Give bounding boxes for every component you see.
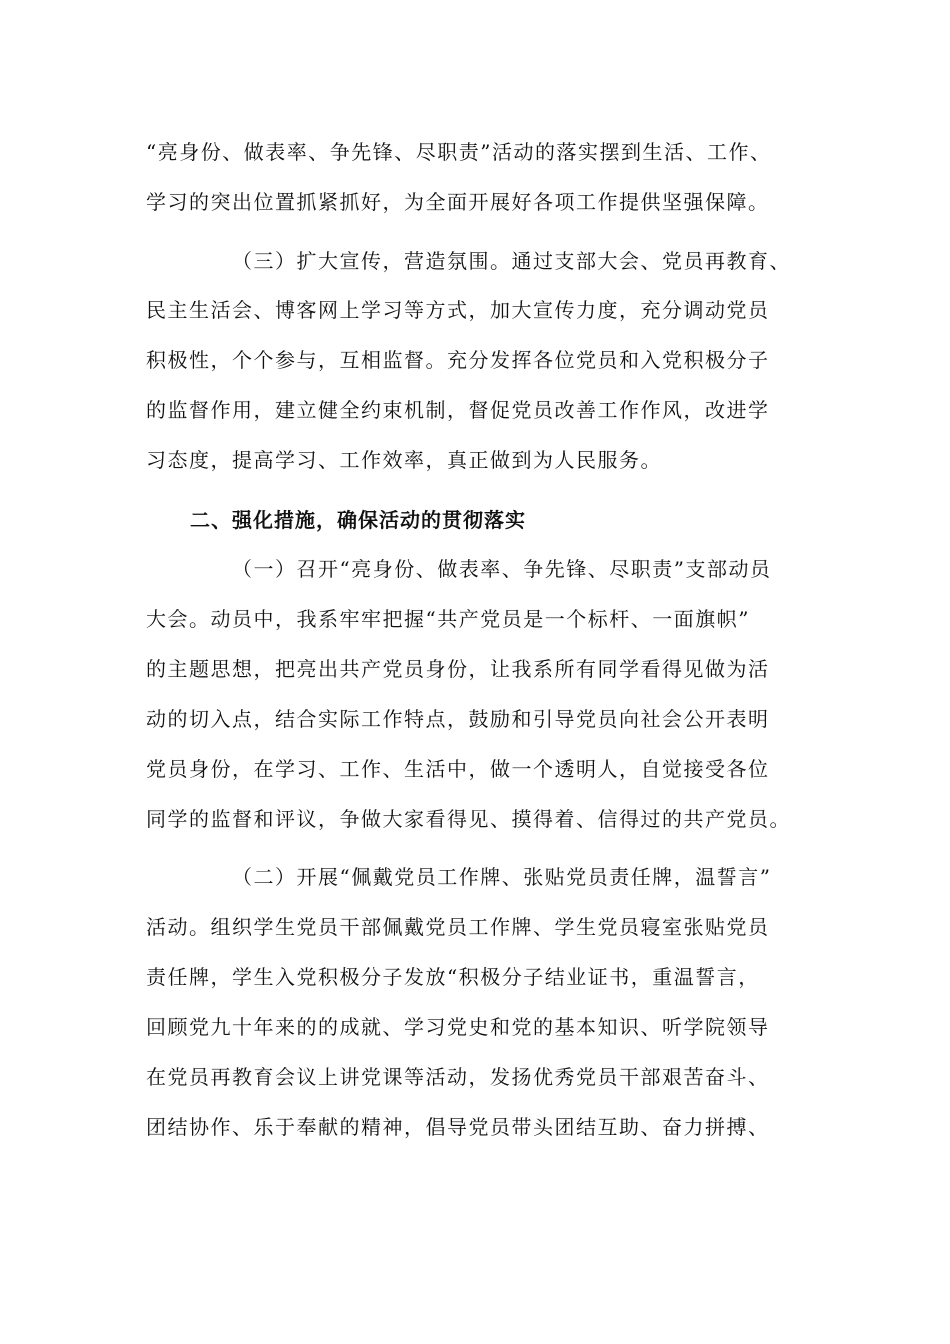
- text-line: （三）扩大宣传，营造氛围。通过支部大会、党员再教育、: [232, 249, 791, 273]
- text-line: 大会。动员中，我系牢牢把握“共产党员是一个标杆、一面旗帜”: [146, 607, 750, 631]
- text-line: 责任牌，学生入党积极分子发放“积极分子结业证书，重温誓言，: [146, 965, 760, 989]
- section-heading: 二、强化措施，确保活动的贯彻落实: [190, 508, 526, 532]
- text-line: 活动。组织学生党员干部佩戴党员工作牌、学生党员寝室张贴党员: [146, 915, 770, 939]
- text-line: 的监督作用，建立健全约束机制，督促党员改善工作作风，改进学: [146, 398, 770, 422]
- text-line: 学习的突出位置抓紧抓好，为全面开展好各项工作提供坚强保障。: [146, 190, 770, 214]
- text-line: 党员身份，在学习、工作、生活中，做一个透明人，自觉接受各位: [146, 757, 770, 781]
- text-line: 的主题思想，把亮出共产党员身份，让我系所有同学看得见做为活: [146, 657, 770, 681]
- text-line: 民主生活会、博客网上学习等方式，加大宣传力度，充分调动党员: [146, 298, 770, 322]
- text-line: （二）开展“佩戴党员工作牌、张贴党员责任牌，温誓言”: [232, 865, 772, 889]
- text-line: （一）召开“亮身份、做表率、争先锋、尽职责”支部动员: [232, 557, 772, 581]
- text-line: 回顾党九十年来的的成就、学习党史和党的基本知识、听学院领导: [146, 1015, 770, 1039]
- text-line: 习态度，提高学习、工作效率，真正做到为人民服务。: [146, 448, 662, 472]
- text-line: 积极性，个个参与，互相监督。充分发挥各位党员和入党积极分子: [146, 348, 770, 372]
- text-line: “亮身份、做表率、争先锋、尽职责”活动的落实摆到生活、工作、: [146, 140, 772, 164]
- text-line: 同学的监督和评议，争做大家看得见、摸得着、信得过的共产党员。: [146, 807, 791, 831]
- text-line: 团结协作、乐于奉献的精神，倡导党员带头团结互助、奋力拼搏、: [146, 1115, 770, 1139]
- text-line: 动的切入点，结合实际工作特点，鼓励和引导党员向社会公开表明: [146, 707, 770, 731]
- text-line: 在党员再教育会议上讲党课等活动，发扬优秀党员干部艰苦奋斗、: [146, 1065, 770, 1089]
